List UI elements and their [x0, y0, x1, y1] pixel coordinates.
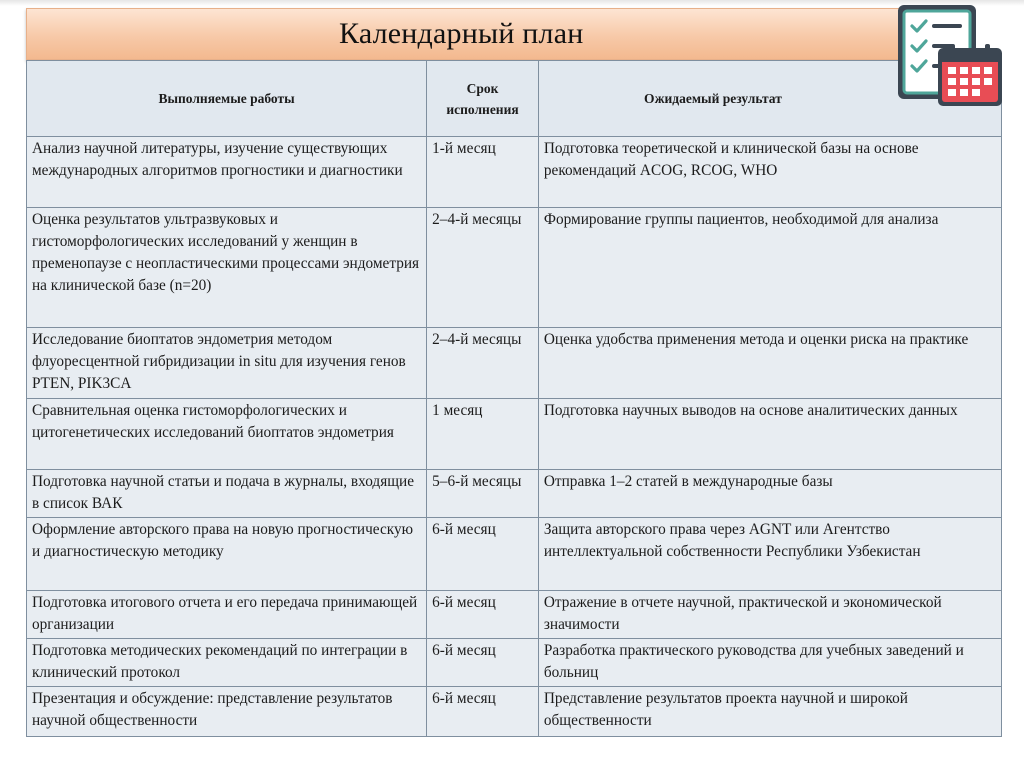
cell-term: 6-й месяц [427, 687, 539, 737]
cell-term: 2–4-й месяцы [427, 208, 539, 328]
cell-term: 2–4-й месяцы [427, 328, 539, 399]
cell-result: Формирование группы пациентов, необходимой для анализа [538, 208, 1001, 328]
header-result: Ожидаемый результат [538, 61, 1001, 137]
cell-work: Подготовка научной статьи и подача в журналы, входящие в список ВАК [27, 470, 427, 518]
cell-work: Анализ научной литературы, изучение существующих международных алгоритмов прогностики и диагностики [27, 137, 427, 208]
cell-term: 1-й месяц [427, 137, 539, 208]
table-row [27, 328, 1002, 399]
table-row [27, 470, 1002, 518]
cell-work: Оценка результатов ультразвуковых и гистоморфологических исследований у женщин в пременопаузе с неопластическими процессами эндометрия на клинической базе (n=20) [27, 208, 427, 328]
header-term: Срок исполнения [427, 61, 539, 137]
title-bar [26, 8, 928, 60]
table-row [27, 639, 1002, 687]
cell-work: Подготовка итогового отчета и его передача принимающей организации [27, 591, 427, 639]
cell-work: Подготовка методических рекомендаций по интеграции в клинический протокол [27, 639, 427, 687]
cell-result: Разработка практического руководства для учебных заведений и больниц [538, 639, 1001, 687]
cell-work: Презентация и обсуждение: представление результатов научной общественности [27, 687, 427, 737]
table-row [27, 591, 1002, 639]
cell-term: 6-й месяц [427, 518, 539, 591]
cell-result: Оценка удобства применения метода и оценки риска на практике [538, 328, 1001, 399]
slide-top-edge [0, 0, 1024, 6]
checklist-calendar-icon-graphic [892, 0, 1012, 112]
cell-result: Защита авторского права через AGNT или Агентство интеллектуальной собственности Республики Узбекистан [538, 518, 1001, 591]
cell-work: Исследование биоптатов эндометрия методом флуоресцентной гибридизации in situ для изучения генов PTEN, PIK3CA [27, 328, 427, 399]
cell-term: 5–6-й месяцы [427, 470, 539, 518]
table-row [27, 687, 1002, 737]
checklist-calendar-icon [892, 0, 1012, 112]
cell-work: Сравнительная оценка гистоморфологических и цитогенетических исследований биоптатов эндометрия [27, 399, 427, 470]
cell-term: 6-й месяц [427, 639, 539, 687]
table-row [27, 137, 1002, 208]
cell-work: Оформление авторского права на новую прогностическую и диагностическую методику [27, 518, 427, 591]
cell-result: Представление результатов проекта научной и широкой общественности [538, 687, 1001, 737]
table-header-row [27, 61, 1002, 137]
table-row [27, 518, 1002, 591]
schedule-table [26, 60, 1002, 737]
cell-result: Отправка 1–2 статей в международные базы [538, 470, 1001, 518]
table-row [27, 399, 1002, 470]
table-row [27, 208, 1002, 328]
cell-result: Подготовка теоретической и клинической базы на основе рекомендаций ACOG, RCOG, WHO [538, 137, 1001, 208]
cell-result: Отражение в отчете научной, практической и экономической значимости [538, 591, 1001, 639]
page-title: Календарный план [339, 17, 584, 50]
cell-result: Подготовка научных выводов на основе аналитических данных [538, 399, 1001, 470]
cell-term: 6-й месяц [427, 591, 539, 639]
header-works: Выполняемые работы [27, 61, 427, 137]
cell-term: 1 месяц [427, 399, 539, 470]
